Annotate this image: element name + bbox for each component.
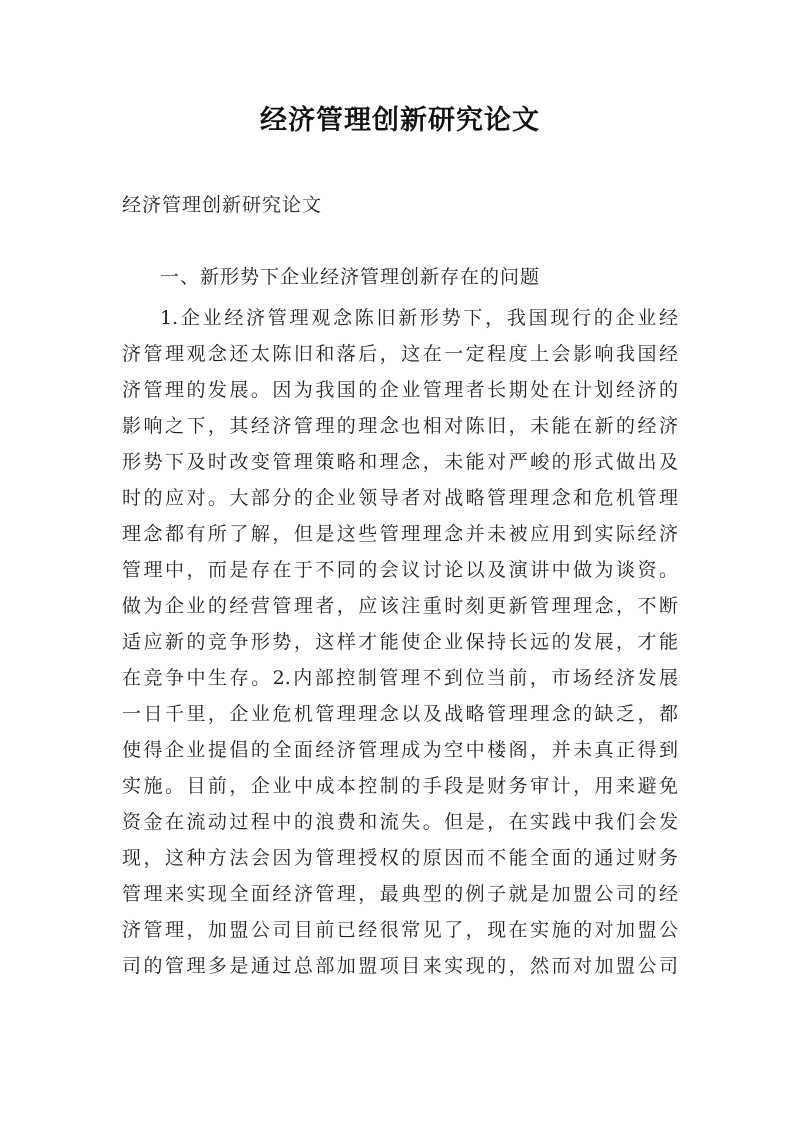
document-title: 经济管理创新研究论文 <box>260 105 540 136</box>
body-line: 司的管理多是通过总部加盟项目来实现的，然而对加盟公司 <box>122 955 678 977</box>
body-line: 资金在流动过程中的浪费和流失。但是，在实践中我们会发 <box>122 811 678 833</box>
body-line: 管理中，而是存在于不同的会议讨论以及演讲中做为谈资。 <box>122 559 678 581</box>
body-line: 1.企业经济管理观念陈旧新形势下，我国现行的企业经 <box>160 307 678 329</box>
body-line: 济管理观念还太陈旧和落后，这在一定程度上会影响我国经 <box>122 343 678 365</box>
body-line: 管理来实现全面经济管理，最典型的例子就是加盟公司的经 <box>122 883 678 905</box>
body-line: 在竞争中生存。2.内部控制管理不到位当前，市场经济发展 <box>122 667 678 689</box>
body-line: 一日千里，企业危机管理理念以及战略管理理念的缺乏，都 <box>122 703 678 725</box>
section-heading: 一、新形势下企业经济管理创新存在的问题 <box>160 266 541 288</box>
body-line: 时的应对。大部分的企业领导者对战略管理理念和危机管理 <box>122 487 678 509</box>
body-line: 形势下及时改变管理策略和理念，未能对严峻的形式做出及 <box>122 451 678 473</box>
body-line: 理念都有所了解，但是这些管理理念并未被应用到实际经济 <box>122 523 678 545</box>
body-line: 影响之下，其经济管理的理念也相对陈旧，未能在新的经济 <box>122 415 678 437</box>
body-line: 现，这种方法会因为管理授权的原因而不能全面的通过财务 <box>122 847 678 869</box>
body-line: 济管理的发展。因为我国的企业管理者长期处在计划经济的 <box>122 379 678 401</box>
body-paragraph <box>122 300 678 984</box>
body-line: 实施。目前，企业中成本控制的手段是财务审计，用来避免 <box>122 775 678 797</box>
body-line: 济管理，加盟公司目前已经很常见了，现在实施的对加盟公 <box>122 919 678 941</box>
document-subtitle: 经济管理创新研究论文 <box>122 194 323 216</box>
body-line: 使得企业提倡的全面经济管理成为空中楼阁，并未真正得到 <box>122 739 678 761</box>
body-line: 适应新的竞争形势，这样才能使企业保持长远的发展，才能 <box>122 631 678 653</box>
body-line: 做为企业的经营管理者，应该注重时刻更新管理理念，不断 <box>122 595 678 617</box>
